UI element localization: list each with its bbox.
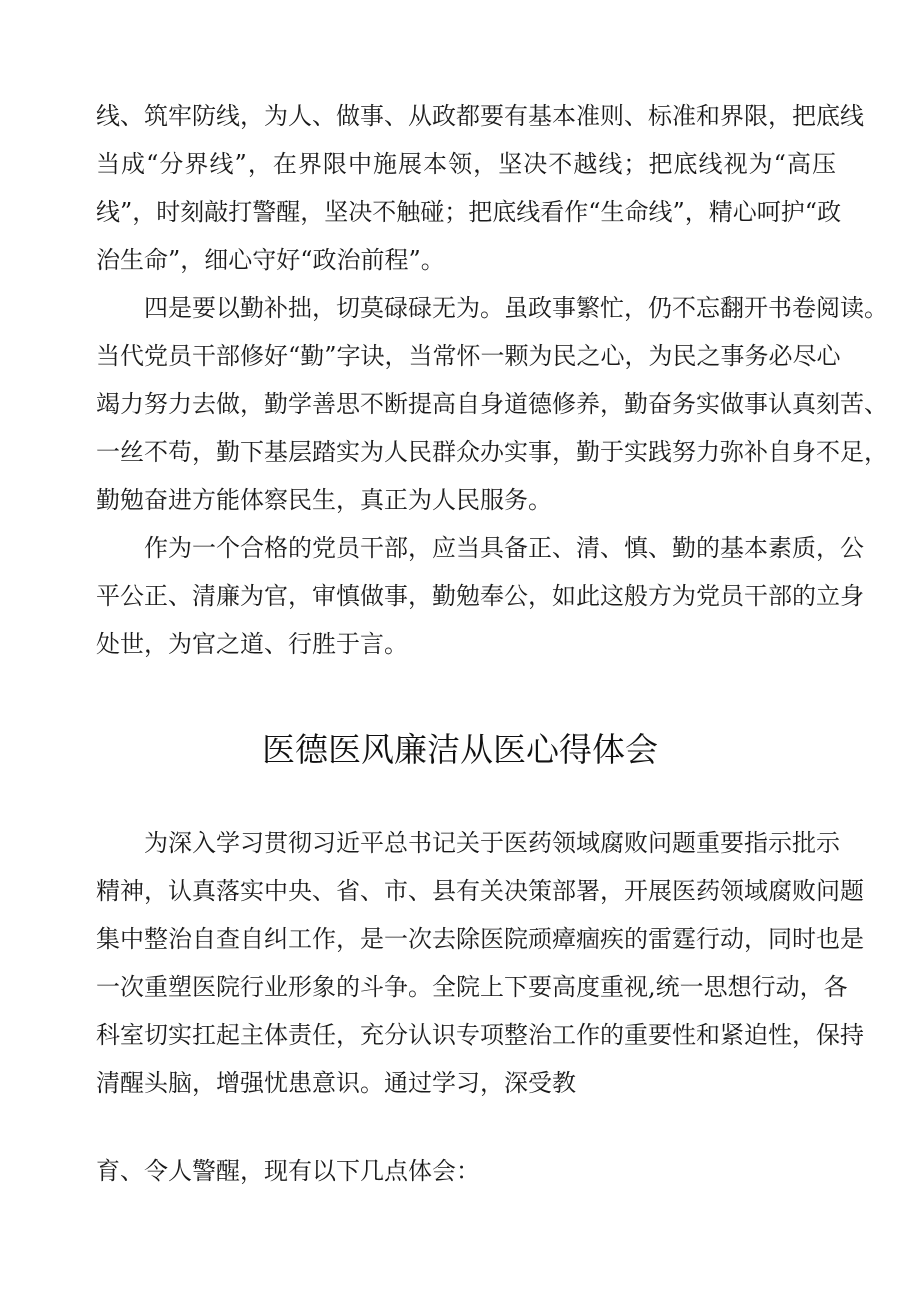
text-line: 线、筑牢防线，为人、做事、从政都要有基本准则、标准和界限，把底线 <box>96 102 864 130</box>
text-line: 清醒头脑，增强忧患意识。通过学习，深受教 <box>96 1069 576 1097</box>
text-line: 勤勉奋进方能体察民生，真正为人民服务。 <box>96 486 552 514</box>
text-line: 育、令人警醒，现有以下几点体会： <box>96 1157 480 1185</box>
text-line: 科室切实扛起主体责任，充分认识专项整治工作的重要性和紧迫性，保持 <box>96 1021 864 1049</box>
paragraph-first-line: 为深入学习贯彻习近平总书记关于医药领域腐败问题重要指示批示 <box>144 829 840 857</box>
text-line: 平公正、清廉为官，审慎做事，勤勉奉公，如此这般方为党员干部的立身 <box>96 582 864 610</box>
text-line: 精神，认真落实中央、省、市、县有关决策部署，开展医药领域腐败问题 <box>96 877 864 905</box>
document-title: 医德医风廉洁从医心得体会 <box>262 730 658 769</box>
text-line: 一次重塑医院行业形象的斗争。全院上下要高度重视,统一思想行动，各 <box>96 973 848 1001</box>
text-line: 集中整治自查自纠工作，是一次去除医院顽瘴痼疾的雷霆行动，同时也是 <box>96 925 864 953</box>
text-line: 一丝不苟，勤下基层踏实为人民群众办实事，勤于实践努力弥补自身不足， <box>96 438 888 466</box>
text-line: 治生命”，细心守好“政治前程”。 <box>96 246 445 274</box>
text-line: 竭力努力去做，勤学善思不断提高自身道德修养，勤奋务实做事认真刻苦、 <box>96 390 888 418</box>
text-line: 处世，为官之道、行胜于言。 <box>96 630 408 658</box>
text-line: 线”，时刻敲打警醒，坚决不触碰；把底线看作“生命线”，精心呵护“政 <box>96 198 842 226</box>
text-line: 当成“分界线”，在界限中施展本领，坚决不越线；把底线视为“高压 <box>96 150 836 178</box>
paragraph-first-line: 四是要以勤补拙，切莫碌碌无为。虽政事繁忙，仍不忘翻开书卷阅读。 <box>144 294 888 322</box>
paragraph-first-line: 作为一个合格的党员干部，应当具备正、清、慎、勤的基本素质，公 <box>144 534 864 562</box>
text-line: 当代党员干部修好“勤”字诀，当常怀一颗为民之心，为民之事务必尽心 <box>96 342 841 370</box>
